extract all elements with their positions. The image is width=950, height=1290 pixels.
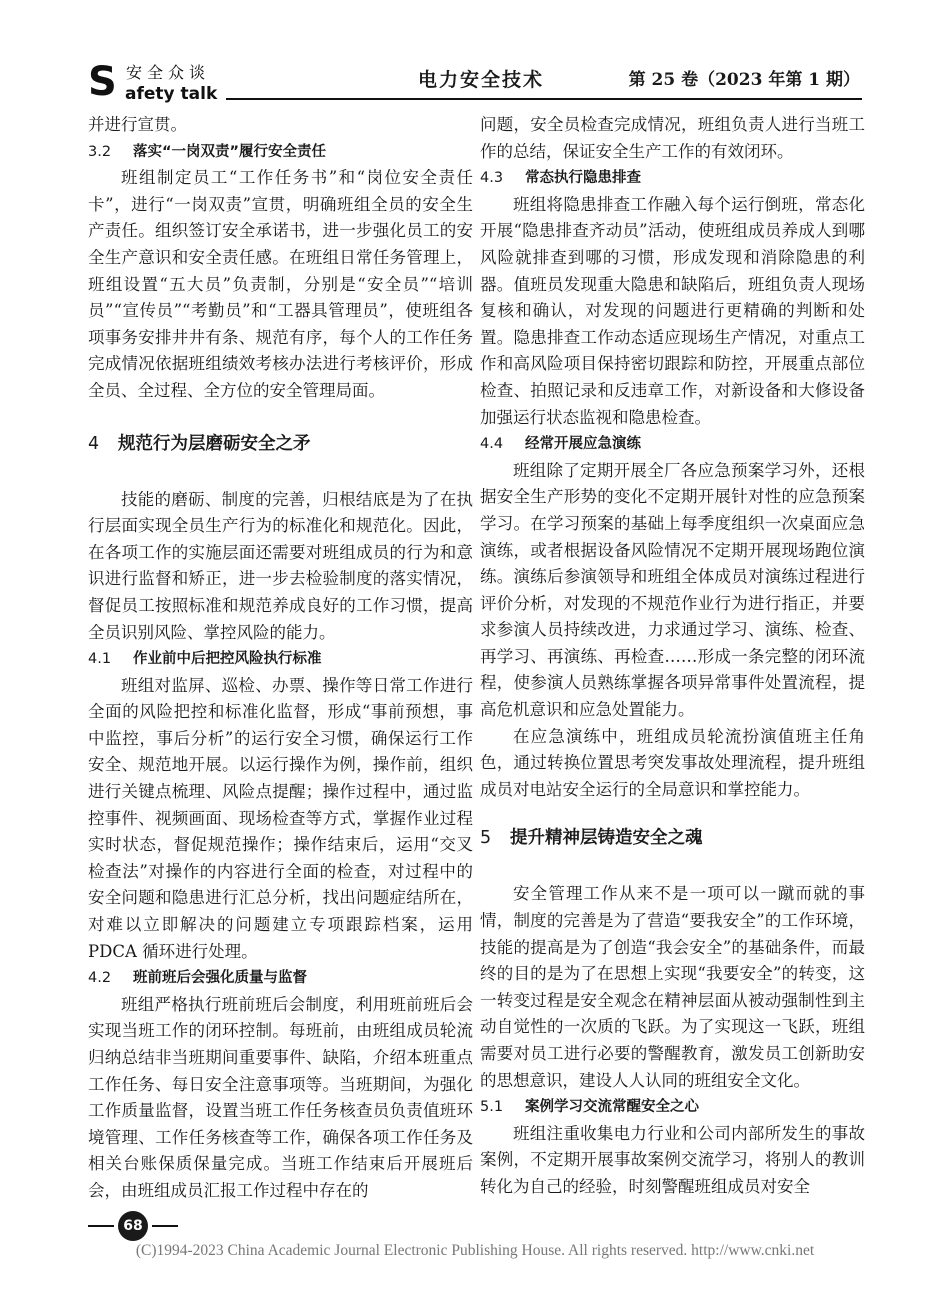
dash-right xyxy=(152,1225,178,1227)
journal-title: 电力安全技术 xyxy=(418,69,545,91)
column-name-en: afety talk xyxy=(125,84,218,104)
page-number: 68 xyxy=(118,1211,148,1241)
section-number: 4 xyxy=(88,433,100,454)
paragraph: 班组制定员工“工作任务书”和“岗位安全责任卡”，进行“一岗双责”宣贯，明确班组全员的安全生产责任。组织签订安全承诺书，进一步强化员工的安全生产意识和安全责任感。在班组日常任务管理上，班组设置“五大员”负责制，分别是“安全员”“培训员”“宣传员”“考勤员”和“工器具管理员”，使班组各项事务安排井井有条、规范有序，每个人的工作任务完成情况依据班组绩效考核办法进行考核评价，形成全员、全过程、全方位的安全管理局面。 xyxy=(88,168,473,400)
section-heading-4-4 xyxy=(480,431,865,458)
paragraph: 班组除了定期开展全厂各应急预案学习外，还根据安全生产形势的变化不定期开展针对性的应急预案学习。在学习预案的基础上每季度组织一次桌面应急演练，或者根据设备风险情况不定期开展现场跑位演练。演练后参演领导和班组全体成员对演练过程进行评价分析，对发现的不规范作业行为进行指正，并要求参演人员持续改进，力求通过学习、演练、检查、再学习、再演练、再检查……形成一条完整的闭环流程，使参演人员熟练掌握各项异常事件处置流程，提高危机意识和应急处置能力。 xyxy=(480,460,865,720)
section-title: 作业前中后把控风险执行标准 xyxy=(133,651,322,668)
section-number: 5 xyxy=(480,828,492,849)
paragraph: 班组对监屏、巡检、办票、操作等日常工作进行全面的风险把控和标准化监督，形成“事前预想，事中监控，事后分析”的运行安全习惯，确保运行工作安全、规范地开展。以运行操作为例，操作前，组织进行关键点梳理、风险点提醒；操作过程中，通过监控事件、视频画面、现场检查等方式，掌握作业过程实时状态，督促规范操作；操作结束后，运用“交叉检查法”对操作的内容进行全面的检查，对过程中的安全问题和隐患进行汇总分析，找出问题症结所在，对难以立即解决的问题建立专项跟踪档案，运用 PDCA 循环进行处理。 xyxy=(88,675,473,961)
paragraph: 在应急演练中，班组成员轮流扮演值班主任角色，通过转换位置思考突发事故处理流程，提升班组成员对电站安全运行的全局意识和掌控能力。 xyxy=(480,726,865,799)
section-number: 4.4 xyxy=(480,436,504,453)
header-rule xyxy=(226,98,862,100)
section-title: 落实“一岗双责”履行安全责任 xyxy=(133,143,327,160)
paragraph: 问题，安全员检查完成情况，班组负责人进行当班工作的总结，保证安全生产工作的有效闭环。 xyxy=(480,115,865,161)
paragraph: 安全管理工作从来不是一项可以一蹴而就的事情，制度的完善是为了营造“要我安全”的工作环境，技能的提高是为了创造“我会安全”的基础条件，而最终的目的是为了在思想上实现“我要安全”的转变，这一转变过程是安全观念在精神层面从被动强制性到主动自觉性的一次质的飞跃。为了实现这一飞跃，班组需要对员工进行必要的警醒教育，激发员工创新助安的思想意识，建设人人认同的班组安全文化。 xyxy=(480,884,865,1090)
right-column xyxy=(480,112,865,1201)
section-number: 4.3 xyxy=(480,170,504,187)
section-heading-3-2 xyxy=(88,139,473,166)
page-number-block xyxy=(88,1210,208,1242)
section-title: 常态执行隐患排查 xyxy=(525,170,641,187)
paragraph: 技能的磨砺、制度的完善，归根结底是为了在执行层面实现全员生产行为的标准化和规范化。因此，在各项工作的实施层面还需要对班组成员的行为和意识进行监督和矫正，进一步去检验制度的落实情况，督促员工按照标准和规范养成良好的工作习惯，提高全员识别风险、掌控风险的能力。 xyxy=(88,489,473,642)
section-heading-5-1 xyxy=(480,1094,865,1121)
dash-left xyxy=(88,1225,114,1227)
section-number: 3.2 xyxy=(88,143,112,160)
section-title: 案例学习交流常醒安全之心 xyxy=(525,1099,699,1116)
left-column xyxy=(88,112,473,1205)
column-logo-s: S xyxy=(88,59,117,105)
section-title: 规范行为层磨砺安全之矛 xyxy=(118,433,311,454)
paragraph: 班组注重收集电力行业和公司内部所发生的事故案例，不定期开展事故案例交流学习，将别人的教训转化为自己的经验，时刻警醒班组成员对安全 xyxy=(480,1123,865,1196)
page-header xyxy=(88,59,862,106)
section-title: 提升精神层铸造安全之魂 xyxy=(510,828,703,849)
section-heading-5 xyxy=(480,825,865,851)
section-heading-4-3 xyxy=(480,165,865,192)
section-title: 班前班后会强化质量与监督 xyxy=(133,970,307,987)
paragraph: 班组将隐患排查工作融入每个运行倒班，常态化开展“隐患排查齐动员”活动，使班组成员养成人到哪风险就排查到哪的习惯，形成发现和消除隐患的利器。值班员发现重大隐患和缺陷后，班组负责人现场复核和确认，对发现的问题进行更精确的判断和处置。隐患排查工作动态适应现场生产情况，对重点工作和高风险项目保持密切跟踪和防控，开展重点部位检查、拍照记录和反违章工作，对新设备和大修设备加强运行状态监视和隐患检查。 xyxy=(480,194,865,427)
copyright-line: (C)1994-2023 China Academic Journal Electronic Publishing House. All rights reserved. http://www.cnki.net xyxy=(135,1242,815,1259)
section-heading-4-2 xyxy=(88,965,473,992)
section-number: 4.1 xyxy=(88,651,112,668)
issue-info: 第 25 卷（2023 年第 1 期） xyxy=(628,70,860,90)
paragraph: 并进行宣贯。 xyxy=(88,115,187,134)
section-title: 经常开展应急演练 xyxy=(525,436,641,453)
section-heading-4 xyxy=(88,431,473,457)
section-number: 4.2 xyxy=(88,970,112,987)
section-number: 5.1 xyxy=(480,1099,504,1116)
paragraph: 班组严格执行班前班后会制度，利用班前班后会实现当班工作的闭环控制。每班前，由班组成员轮流归纳总结非当班期间重要事件、缺陷，介绍本班重点工作任务、每日安全注意事项等。当班期间，为强化工作质量监督，设置当班工作任务核查员负责值班环境管理、工作任务核查等工作，确保各项工作任务及相关台账保质保量完成。当班工作结束后开展班后会，由班组成员汇报工作过程中存在的 xyxy=(88,994,473,1200)
column-name-cn: 安全众谈 xyxy=(126,63,211,82)
section-heading-4-1 xyxy=(88,646,473,673)
